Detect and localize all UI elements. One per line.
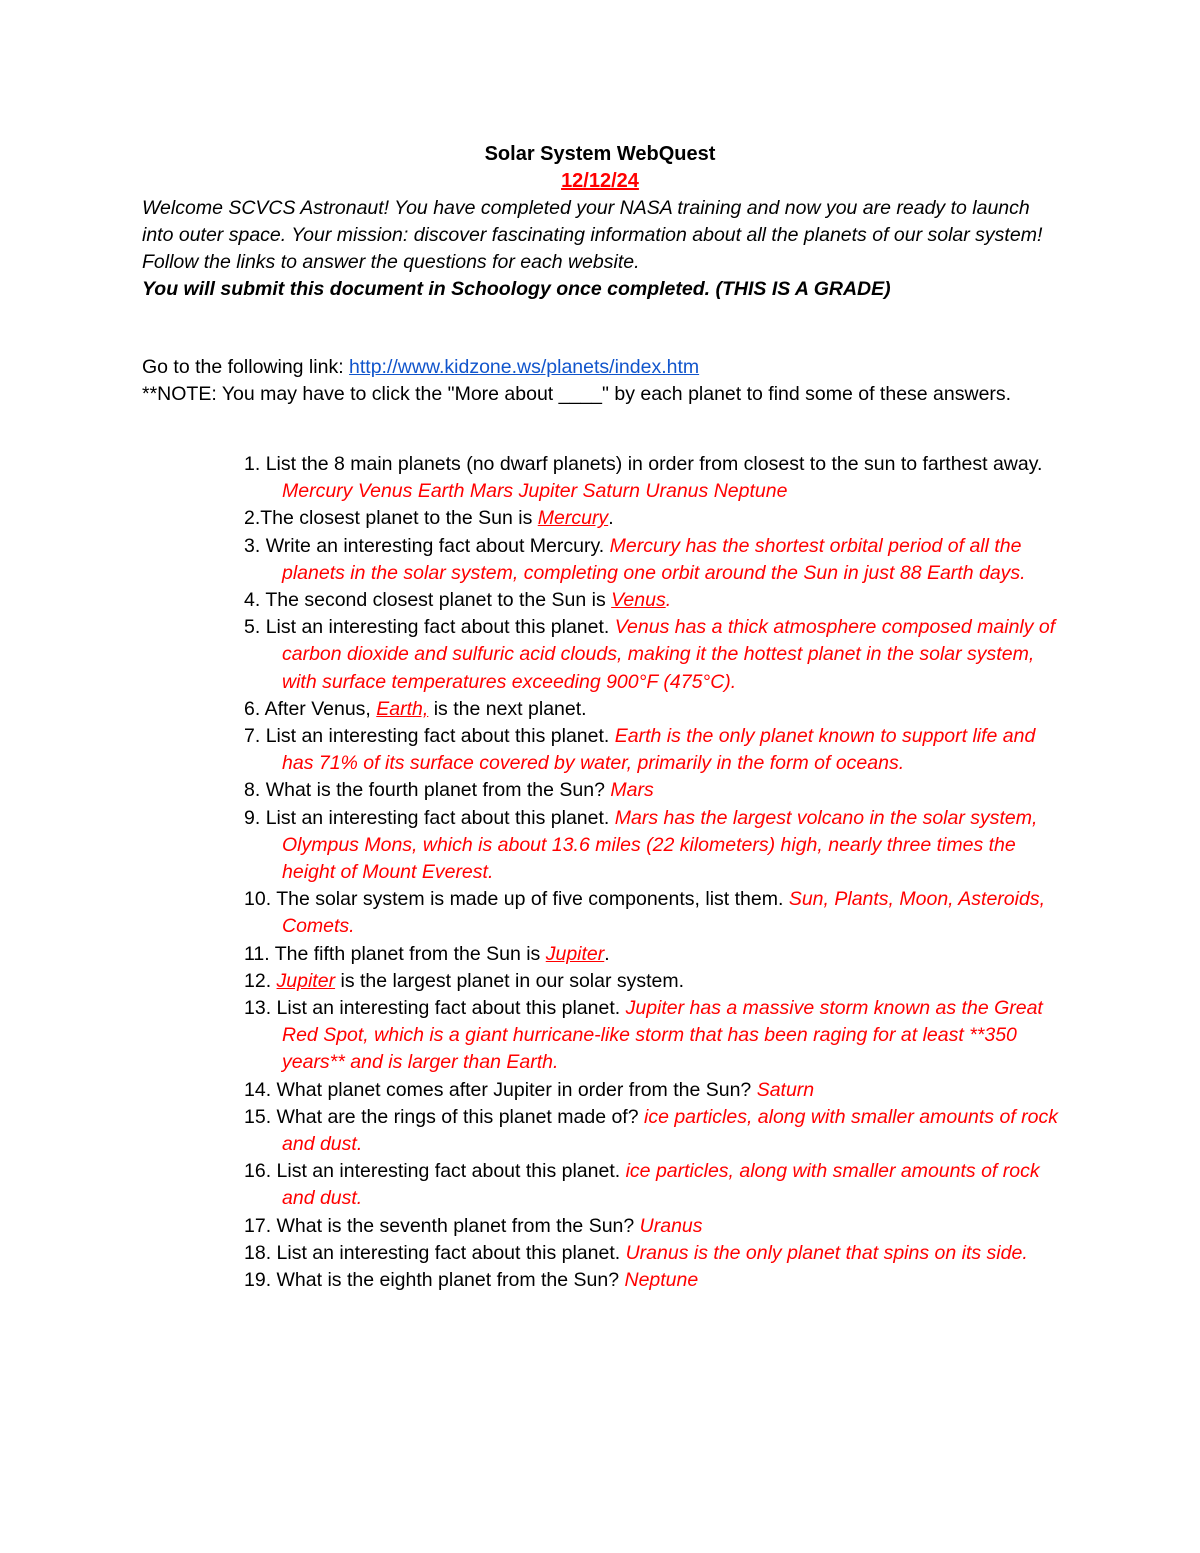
question-text-after: . <box>665 589 672 612</box>
question-text: What is the seventh planet from the Sun? <box>276 1214 640 1237</box>
question-number: 6. <box>244 697 261 720</box>
question-item <box>244 505 1064 532</box>
question-number: 7. <box>244 725 261 748</box>
question-item <box>244 1158 1064 1212</box>
question-text: Write an interesting fact about Mercury. <box>265 534 610 557</box>
question-text: What is the eighth planet from the Sun? <box>276 1269 625 1292</box>
question-number: 12. <box>244 969 272 992</box>
question-list <box>244 451 1064 1294</box>
question-item <box>244 1213 1064 1240</box>
question-number: 19. <box>244 1269 272 1292</box>
answer-text: Uranus is the only planet that spins on its side. <box>625 1241 1028 1264</box>
question-text: The fifth planet from the Sun is <box>274 942 546 965</box>
question-number: 16. <box>244 1160 272 1183</box>
question-item <box>244 696 1064 723</box>
answer-text: Jupiter <box>276 969 336 992</box>
question-item <box>244 968 1064 995</box>
kidzone-link[interactable]: http://www.kidzone.ws/planets/index.htm <box>349 356 700 378</box>
question-number: 9. <box>244 806 261 829</box>
question-text: List an interesting fact about this planet. <box>265 806 615 829</box>
question-number: 3. <box>244 534 261 557</box>
question-number: 18. <box>244 1241 272 1264</box>
question-number: 14. <box>244 1078 272 1101</box>
answer-text: Jupiter <box>545 942 605 965</box>
question-item <box>244 723 1064 777</box>
answer-text: Mars <box>610 779 654 802</box>
question-text: After Venus, <box>264 697 377 720</box>
question-text: What are the rings of this planet made of? <box>276 1105 644 1128</box>
question-number: 2. <box>244 507 261 530</box>
question-number: 11. <box>244 942 270 965</box>
question-text-after: . <box>608 507 614 530</box>
question-number: 15. <box>244 1105 272 1128</box>
question-item <box>244 451 1064 505</box>
submit-text: You will submit this document in Schoology once completed. (THIS IS A GRADE) <box>142 278 891 300</box>
question-item <box>244 1240 1064 1267</box>
question-number: 4. <box>244 589 261 612</box>
question-text: List an interesting fact about this planet. <box>265 616 615 639</box>
question-text: List an interesting fact about this planet. <box>276 997 626 1020</box>
answer-text: Uranus <box>639 1214 703 1237</box>
answer-text: Venus has a thick atmosphere composed mainly of carbon dioxide and sulfuric acid clouds, making it the hottest planet in the solar system, with surface temperatures exceeding 900°F (475°C). <box>282 616 1056 693</box>
question-number: 10. <box>244 888 272 911</box>
answer-text: Mars has the largest volcano in the solar system, Olympus Mons, which is about 13.6 miles (22 kilometers) high, nearly three times the height of Mount Everest. <box>282 806 1038 884</box>
question-number: 8. <box>244 779 261 802</box>
answer-text: Neptune <box>624 1269 699 1292</box>
answer-text: Earth is the only planet known to support life and has 71% of its surface covered by water, primarily in the form of oceans. <box>282 725 1036 775</box>
question-text: List the 8 main planets (no dwarf planets) in order from closest to the sun to farthest away. <box>265 453 1043 475</box>
question-item <box>244 1267 1064 1294</box>
intro-section <box>142 195 1062 303</box>
question-text: List an interesting fact about this planet. <box>265 725 615 748</box>
question-item <box>244 614 1064 696</box>
question-number: 13. <box>244 997 272 1020</box>
link-section <box>142 354 1062 408</box>
question-text: What planet comes after Jupiter in order from the Sun? <box>276 1078 757 1101</box>
question-item <box>244 941 1064 968</box>
question-text: The solar system is made up of five components, list them. <box>276 888 789 911</box>
question-text-after: is the next planet. <box>428 697 587 720</box>
question-item <box>244 995 1064 1077</box>
link-line <box>142 354 1062 381</box>
link-prefix: Go to the following link: <box>142 356 350 378</box>
question-text: What is the fourth planet from the Sun? <box>265 779 611 802</box>
date-label: 12/12/24 <box>561 170 639 192</box>
question-text: The closest planet to the Sun is <box>260 507 538 530</box>
question-text: List an interesting fact about this planet. <box>276 1160 626 1183</box>
answer-text: Earth, <box>376 697 429 720</box>
question-item <box>244 805 1064 887</box>
answer-text: Saturn <box>756 1078 815 1101</box>
question-item <box>244 1104 1064 1158</box>
question-item <box>244 886 1064 940</box>
question-item <box>244 533 1064 587</box>
answer-text: Sun, Plants, Moon, Asteroids, Comets. <box>282 888 1045 938</box>
answer-text: ice particles, along with smaller amounts of rock and dust <box>282 1105 1058 1156</box>
answer-text: ice particles, along with smaller amounts of rock and dust. <box>282 1160 1040 1210</box>
answer-text: Mercury has the shortest orbital period of all the planets in the solar system, completing one orbit around the Sun in just 88 Earth days. <box>282 534 1026 584</box>
question-text: List an interesting fact about this planet. <box>276 1241 626 1264</box>
follow-text: Follow the links to answer the questions for each website. <box>142 251 640 273</box>
answer-text: Venus <box>611 589 666 612</box>
question-number: 5. <box>244 616 261 639</box>
question-number: 17. <box>244 1214 272 1237</box>
answer-text: Jupiter has a massive storm known as the Great Red Spot, which is a giant hurricane-like storm that has been raging for at least **350 years** and is larger than Earth. <box>282 997 1043 1074</box>
answer-text: Mercury Venus Earth Mars Jupiter Saturn Uranus Neptune <box>282 480 788 503</box>
question-text-after: is the largest planet in our solar system. <box>335 969 685 992</box>
question-item <box>244 1077 1064 1104</box>
welcome-text: Welcome SCVCS Astronaut! You have completed your NASA training and now you are ready to launch into outer space. Your mission: discover fascinating information about all the planets of our solar system! <box>142 197 1043 246</box>
note-text: **NOTE: You may have to click the "More about ____" by each planet to find some of these answers. <box>142 383 1012 405</box>
question-text-after: . <box>356 1133 363 1156</box>
question-number: 1. <box>244 453 261 475</box>
answer-text: Mercury <box>537 507 609 530</box>
question-item <box>244 587 1064 614</box>
question-text-after: . <box>604 942 610 965</box>
question-text: The second closest planet to the Sun is <box>265 589 612 612</box>
question-item <box>244 777 1064 804</box>
page-title: Solar System WebQuest <box>484 143 716 165</box>
